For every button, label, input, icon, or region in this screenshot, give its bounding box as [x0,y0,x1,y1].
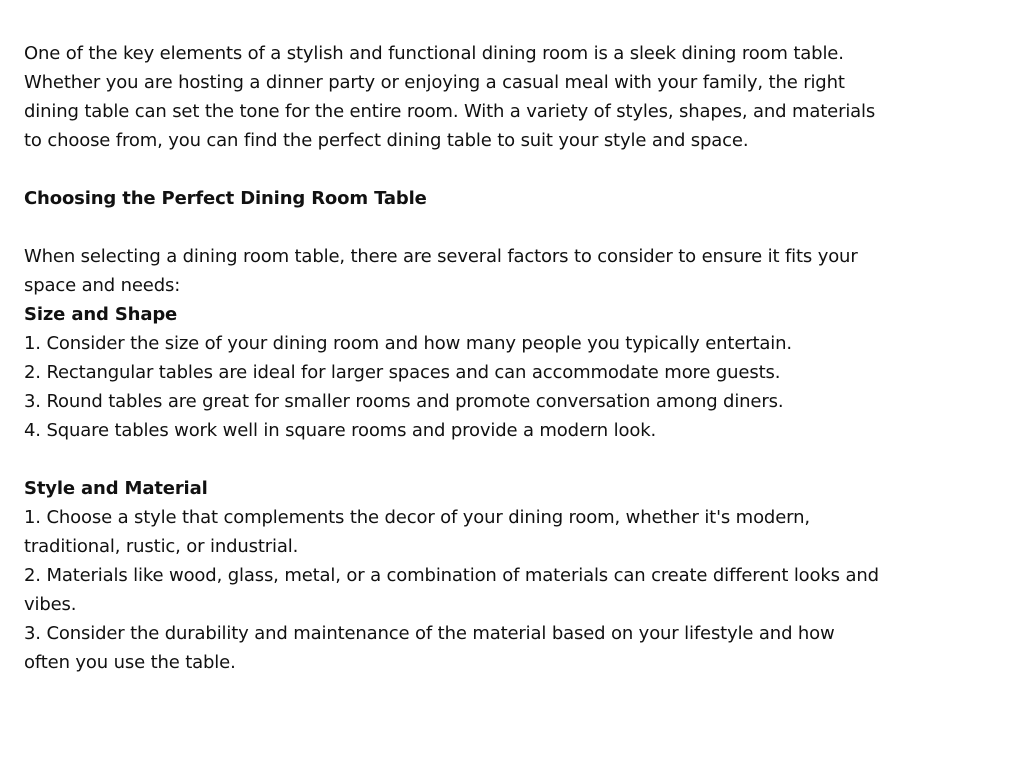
size-shape-item: 3. Round tables are great for smaller rooms and promote conversation among diners. [24,391,784,412]
size-shape-item: 4. Square tables work well in square rooms and provide a modern look. [24,420,657,441]
style-material-item: 3. Consider the durability and maintenance of the material based on your lifestyle and how often you use the table. [24,623,835,673]
spacer [24,445,884,474]
section-intro-paragraph: When selecting a dining room table, there are several factors to consider to ensure it fits your space and needs: [24,246,858,296]
section-title: Choosing the Perfect Dining Room Table [24,188,427,209]
size-shape-heading: Size and Shape [24,304,178,325]
spacer [24,213,884,242]
size-shape-item: 1. Consider the size of your dining room and how many people you typically entertain. [24,333,792,354]
size-shape-item: 2. Rectangular tables are ideal for larger spaces and can accommodate more guests. [24,362,781,383]
article-body [24,39,884,677]
intro-paragraph: One of the key elements of a stylish and functional dining room is a sleek dining room table. Whether you are hosting a dinner party or enjoying a casual meal with your family, the right dining table can set the tone for the entire room. With a variety of styles, shapes, and materials to choose from, you can find the perfect dining table to suit your style and space. [24,43,876,151]
style-material-item: 1. Choose a style that complements the decor of your dining room, whether it's modern, traditional, rustic, or industrial. [24,507,810,557]
style-material-item: 2. Materials like wood, glass, metal, or a combination of materials can create different looks and vibes. [24,565,879,615]
style-material-heading: Style and Material [24,478,208,499]
spacer [24,155,884,184]
